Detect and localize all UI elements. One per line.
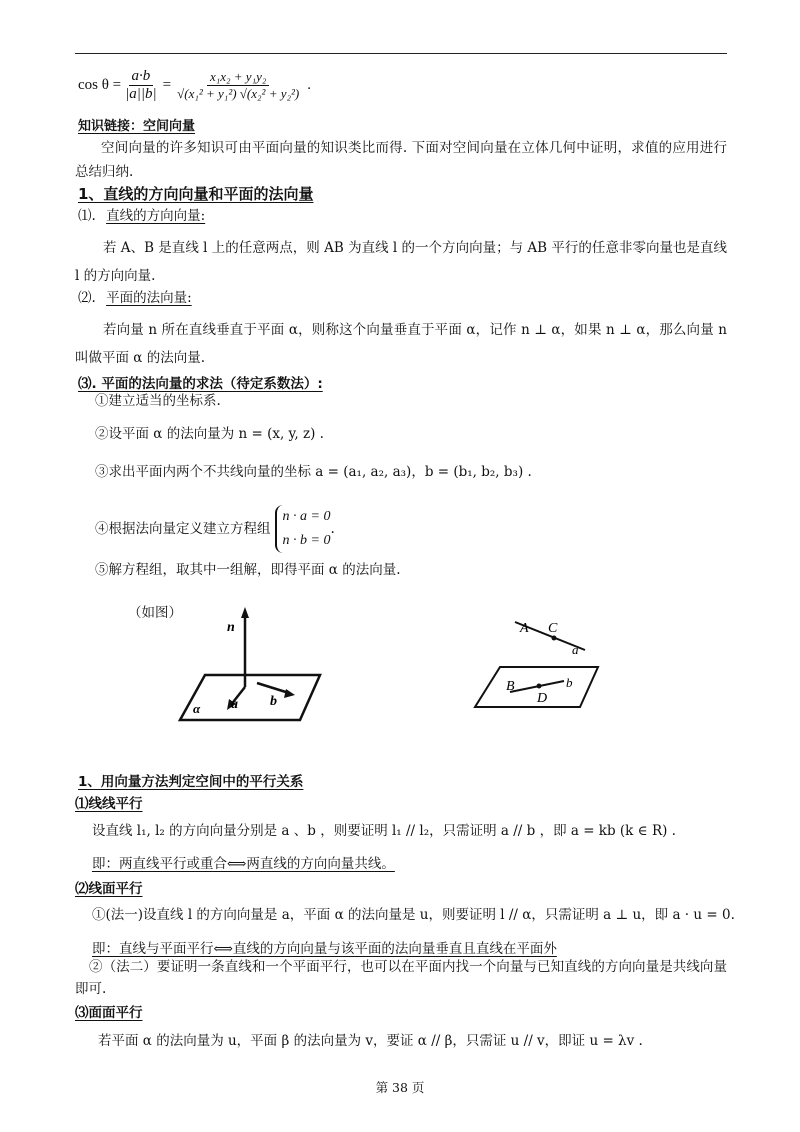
figure-line-plane [460,610,610,730]
p2-note: 即：直线与平面平行⟺直线的方向向量与该平面的法向量垂直且直线在平面外 [92,941,557,957]
formula-end: . [307,76,311,93]
fig1-normal-arrowhead [241,607,249,618]
link-paragraph: 空间向量的许多知识可由平面向量的知识类比而得. 下面对空间向量在立体几何中证明，求值的应用进行总结归纳. [75,140,727,180]
fig1-label-alpha: α [193,701,201,716]
system-eq-1: n · a = 0 [282,509,331,524]
sub2-title: 平面的法向量: [106,290,192,306]
p2-title: ⑵线面平行 [75,881,143,897]
fig1-vec-b-arrowhead [284,689,295,698]
fig1-label-a: a [231,697,238,712]
step-5: ⑤解方程组，取其中一组解，即得平面 α 的法向量. [95,562,401,578]
sub1-title: 直线的方向向量: [106,208,206,224]
sub3-title: ⑶. 平面的法向量的求法（待定系数法）: [78,376,323,392]
sub2-heading [78,289,192,307]
sub1-body: 若 A、B 是直线 l 上的任意两点，则 AB 为直线 l 的一个方向向量；与 AB 平行的任意非零向量也是直线 l 的方向向量. [75,240,727,284]
step-4-period: . [330,520,335,537]
cos-formula [78,60,311,110]
formula-frac2-den: √(x₁² + y₁²) √(x₂² + y₂²) [177,85,300,101]
formula-frac2 [177,69,299,102]
sub2-body: 若向量 n 所在直线垂直于平面 α，则称这个向量垂直于平面 α，记作 n ⊥ α，如果 n ⊥ α，那么向量 n 叫做平面 α 的法向量. [75,322,727,366]
fig1-label-n: n [227,620,235,635]
p1-note: 即：两直线平行或重合⟺两直线的方向向量共线。 [92,856,395,872]
p3-title: ⑶面面平行 [75,1005,143,1021]
sub1-num: ⑴. [78,208,96,224]
fig1-vec-b [257,683,289,693]
step-3: ③求出平面内两个不共线向量的坐标 a = (a₁, a₂, a₃)，b = (b₁, b₂, b₃) . [95,464,532,480]
equation-system [275,505,331,553]
section2-title: 1、用向量方法判定空间中的平行关系 [78,774,304,790]
figure-caption: （如图） [128,605,182,621]
formula-eq: = [162,76,172,93]
step-4 [95,505,335,553]
figure-normal-vector [175,605,335,735]
fig2-label-B: B [506,679,515,694]
fig2-label-b: b [566,675,573,690]
step-2: ②设平面 α 的法向量为 n = (x, y, z) . [95,426,324,442]
fig2-label-D: D [537,691,548,706]
sub2-num: ⑵. [78,290,96,306]
formula-frac1-num: a·b [129,68,154,86]
fig1-label-b: b [270,694,277,709]
link-heading: 知识链接：空间向量 [78,119,196,134]
fig2-label-C: C [548,621,558,636]
fig2-label-A: A [520,621,529,636]
p2-body: ①(法一)设直线 l 的方向向量是 a，平面 α 的法向量是 u，则要证明 l // α，只需证明 a ⊥ u，即 a · u = 0. [92,907,735,923]
step-1: ①建立适当的坐标系. [95,393,221,409]
p1-title: ⑴线线平行 [75,796,143,812]
formula-frac2-num: x₁x₂ + y₁y₂ [207,69,269,86]
fig2-point-D [537,684,542,689]
fig1-plane [180,675,320,720]
formula-lhs: cos θ = [78,76,122,93]
p2-body2: ②（法二）要证明一条直线和一个平面平行，也可以在平面内找一个向量与已知直线的方向向量是共线向量即可. [75,959,727,997]
header-rule [75,53,727,54]
p1-body: 设直线 l₁, l₂ 的方向向量分别是 a 、b ，则要证明 l₁ // l₂，只需证明 a // b ，即 a = kb (k ∈ R) . [92,823,676,839]
page-footer: 第 38 页 [375,1080,425,1095]
sub1-heading [78,207,205,225]
formula-frac1 [125,68,157,103]
p3-body: 若平面 α 的法向量为 u，平面 β 的法向量为 v，要证 α // β，只需证 u // v，即证 u = λv . [98,1033,643,1049]
section1-title: 1、直线的方向向量和平面的法向量 [78,185,314,203]
formula-frac1-den: |a||b| [125,85,157,102]
system-eq-2: n · b = 0 [282,533,331,548]
fig2-point-C [552,636,557,641]
step-4-text: ④根据法向量定义建立方程组 [95,520,271,537]
fig2-label-a: a [572,642,579,657]
